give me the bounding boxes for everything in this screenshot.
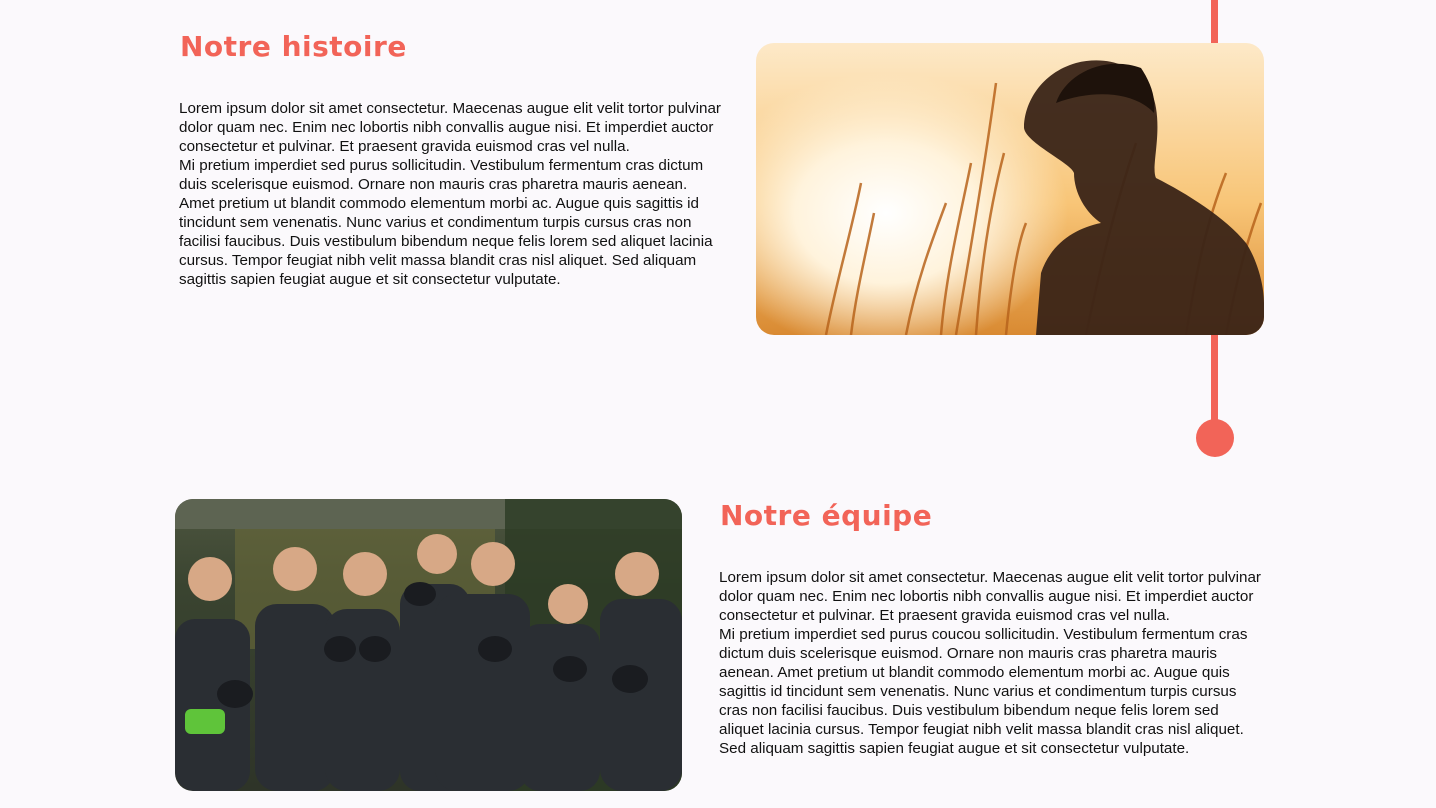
histoire-photo-man-in-field: [756, 43, 1264, 335]
equipe-text: [719, 568, 1264, 758]
equipe-paragraph-1: Lorem ipsum dolor sit amet consectetur. Maecenas augue elit velit tortor pulvinar dolor quam nec. Enim nec lobortis nibh convallis augue nisi. Et imperdiet auctor consectetur et pulvinar. Et praesent gravida euismod cras vel nulla.: [719, 569, 1261, 624]
timeline-line-top: [1211, 0, 1218, 43]
equipe-paragraph-2: Mi pretium imperdiet sed purus coucou sollicitudin. Vestibulum fermentum cras dictum duis scelerisque euismod. Ornare non mauris cras pharetra mauris aenean. Amet pretium ut blandit commodo elementum morbi ac. Augue quis sagittis id tincidunt sem venenatis. Nunc varius et condimentum turpis cursus cras non facilisi faucibus. Duis vestibulum bibendum neque felis lorem sed aliquet lacinia cursus. Tempor feugiat nibh velit massa blandit cras nisl aliquet. Sed aliquam sagittis sapien feugiat augue et sit consectetur vulputate.: [719, 626, 1248, 757]
equipe-photo-team-with-animals: [175, 499, 682, 791]
timeline-line-bottom: [1211, 335, 1218, 425]
histoire-text: [179, 99, 724, 289]
histoire-paragraph-1: Lorem ipsum dolor sit amet consectetur. Maecenas augue elit velit tortor pulvinar dolor quam nec. Enim nec lobortis nibh convallis augue nisi. Et imperdiet auctor consectetur et pulvinar. Et praesent gravida euismod cras vel nulla.: [179, 100, 721, 155]
equipe-title: Notre équipe: [720, 499, 933, 532]
man-in-grass-illustration: [756, 43, 1264, 335]
timeline-dot: [1196, 419, 1234, 457]
team-group-illustration: [175, 499, 682, 791]
histoire-title: Notre histoire: [180, 30, 407, 63]
histoire-paragraph-2: Mi pretium imperdiet sed purus sollicitudin. Vestibulum fermentum cras dictum duis scelerisque euismod. Ornare non mauris cras pharetra mauris aenean. Amet pretium ut blandit commodo elementum morbi ac. Augue quis sagittis id tincidunt sem venenatis. Nunc varius et condimentum turpis cursus cras non facilisi faucibus. Duis vestibulum bibendum neque felis lorem sed aliquet lacinia cursus. Tempor feugiat nibh velit massa blandit cras nisl aliquet. Sed aliquam sagittis sapien feugiat augue et sit consectetur vulputate.: [179, 157, 713, 288]
